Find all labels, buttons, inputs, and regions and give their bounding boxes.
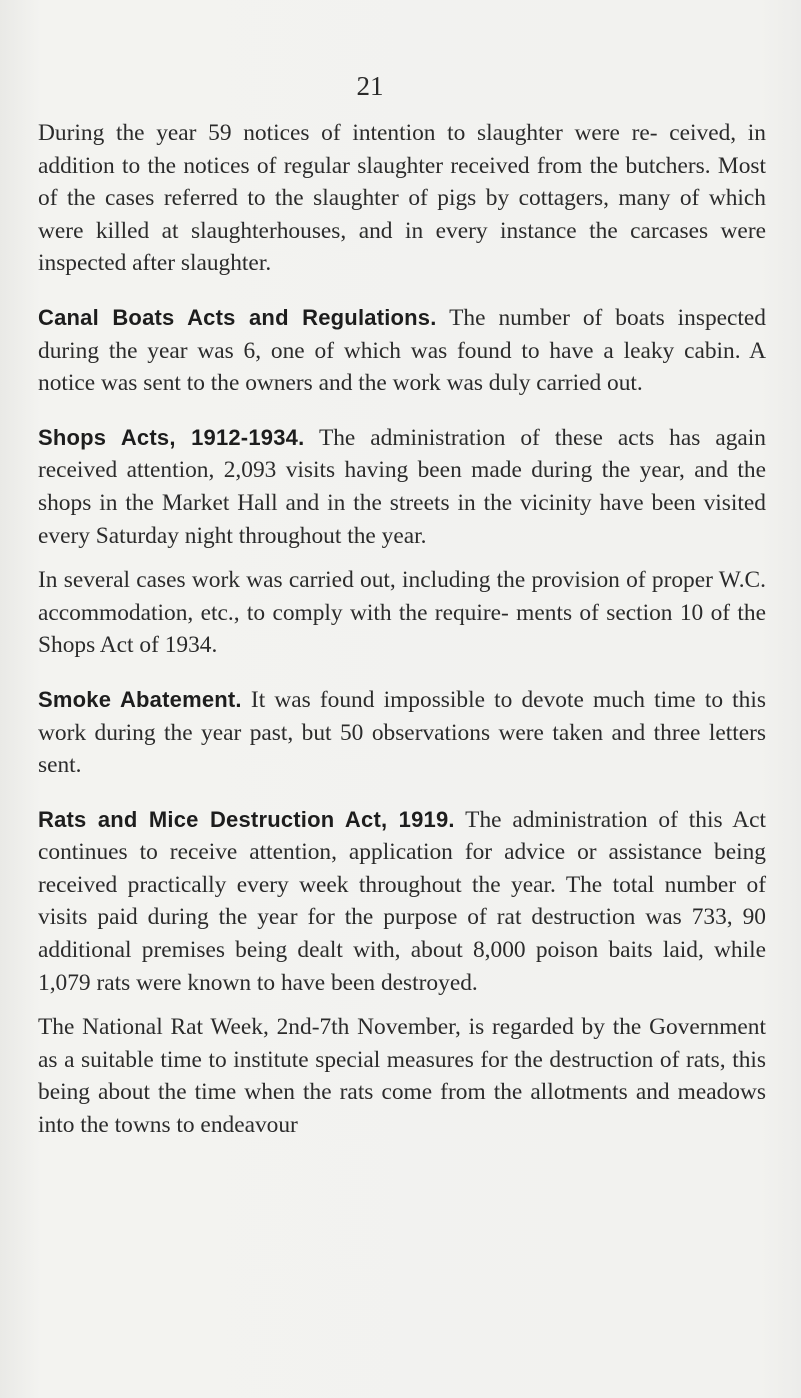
slaughter-text: During the year 59 notices of intention to slaughter were re- ceived, in addition to the notices of regular slaughter received from the butchers. Most of the cases referred to the slaughter of pigs by cottagers, many of which were killed at slaughterhouses, and in every instance the carcases were inspected after slaughter. — [38, 120, 766, 277]
heading-canal-boats: Canal Boats Acts and Regulations. — [38, 304, 437, 330]
paragraph-rats-mice — [38, 804, 766, 1000]
paragraph-rat-week — [38, 1011, 766, 1141]
paragraph-smoke-abatement — [38, 684, 766, 782]
smoke-abatement-text: It was found impossible to devote much time to this work during the year past, but 50 observations were taken and three letters sent. — [38, 686, 766, 779]
paragraph-shops-acts — [38, 422, 766, 552]
heading-shops-acts: Shops Acts, 1912-1934. — [38, 424, 305, 450]
heading-smoke-abatement: Smoke Abatement. — [38, 686, 242, 712]
paragraph-canal-boats — [38, 302, 766, 400]
page-number: 21 — [356, 71, 384, 101]
shops-cases-text: In several cases work was carried out, including the provision of proper W.C. accommodation, etc., to comply with the require- ments of section 10 of the Shops Act of 1934. — [38, 567, 766, 659]
heading-rats-mice: Rats and Mice Destruction Act, 1919. — [38, 806, 455, 832]
document-body — [38, 117, 766, 1142]
canal-boats-text: The number of boats inspected during the year was 6, one of which was found to have a leaky cabin. A notice was sent to the owners and the work was duly carried out. — [38, 304, 766, 397]
paragraph-shops-cases — [38, 564, 766, 662]
rat-week-text: The National Rat Week, 2nd-7th November, is regarded by the Government as a suitable time to institute special measures for the destruction of rats, this being about the time when the rats come from the allotments and meadows into the towns to endeavour — [38, 1014, 766, 1139]
rats-mice-text: The administration of this Act continues to receive attention, application for advice or assistance being received practically every week throughout the year. The total number of visits paid during the year for the purpose of rat destruction was 733, 90 additional premises being dealt with, about 8,000 poison baits laid, while 1,079 rats were known to have been destroyed. — [38, 806, 766, 996]
shops-acts-text: The administration of these acts has again received attention, 2,093 visits having been made during the year, and the shops in the Market Hall and in the streets in the vicinity have been visited every Saturday night throughout the year. — [38, 424, 766, 549]
paragraph-slaughter-notices — [38, 117, 766, 280]
